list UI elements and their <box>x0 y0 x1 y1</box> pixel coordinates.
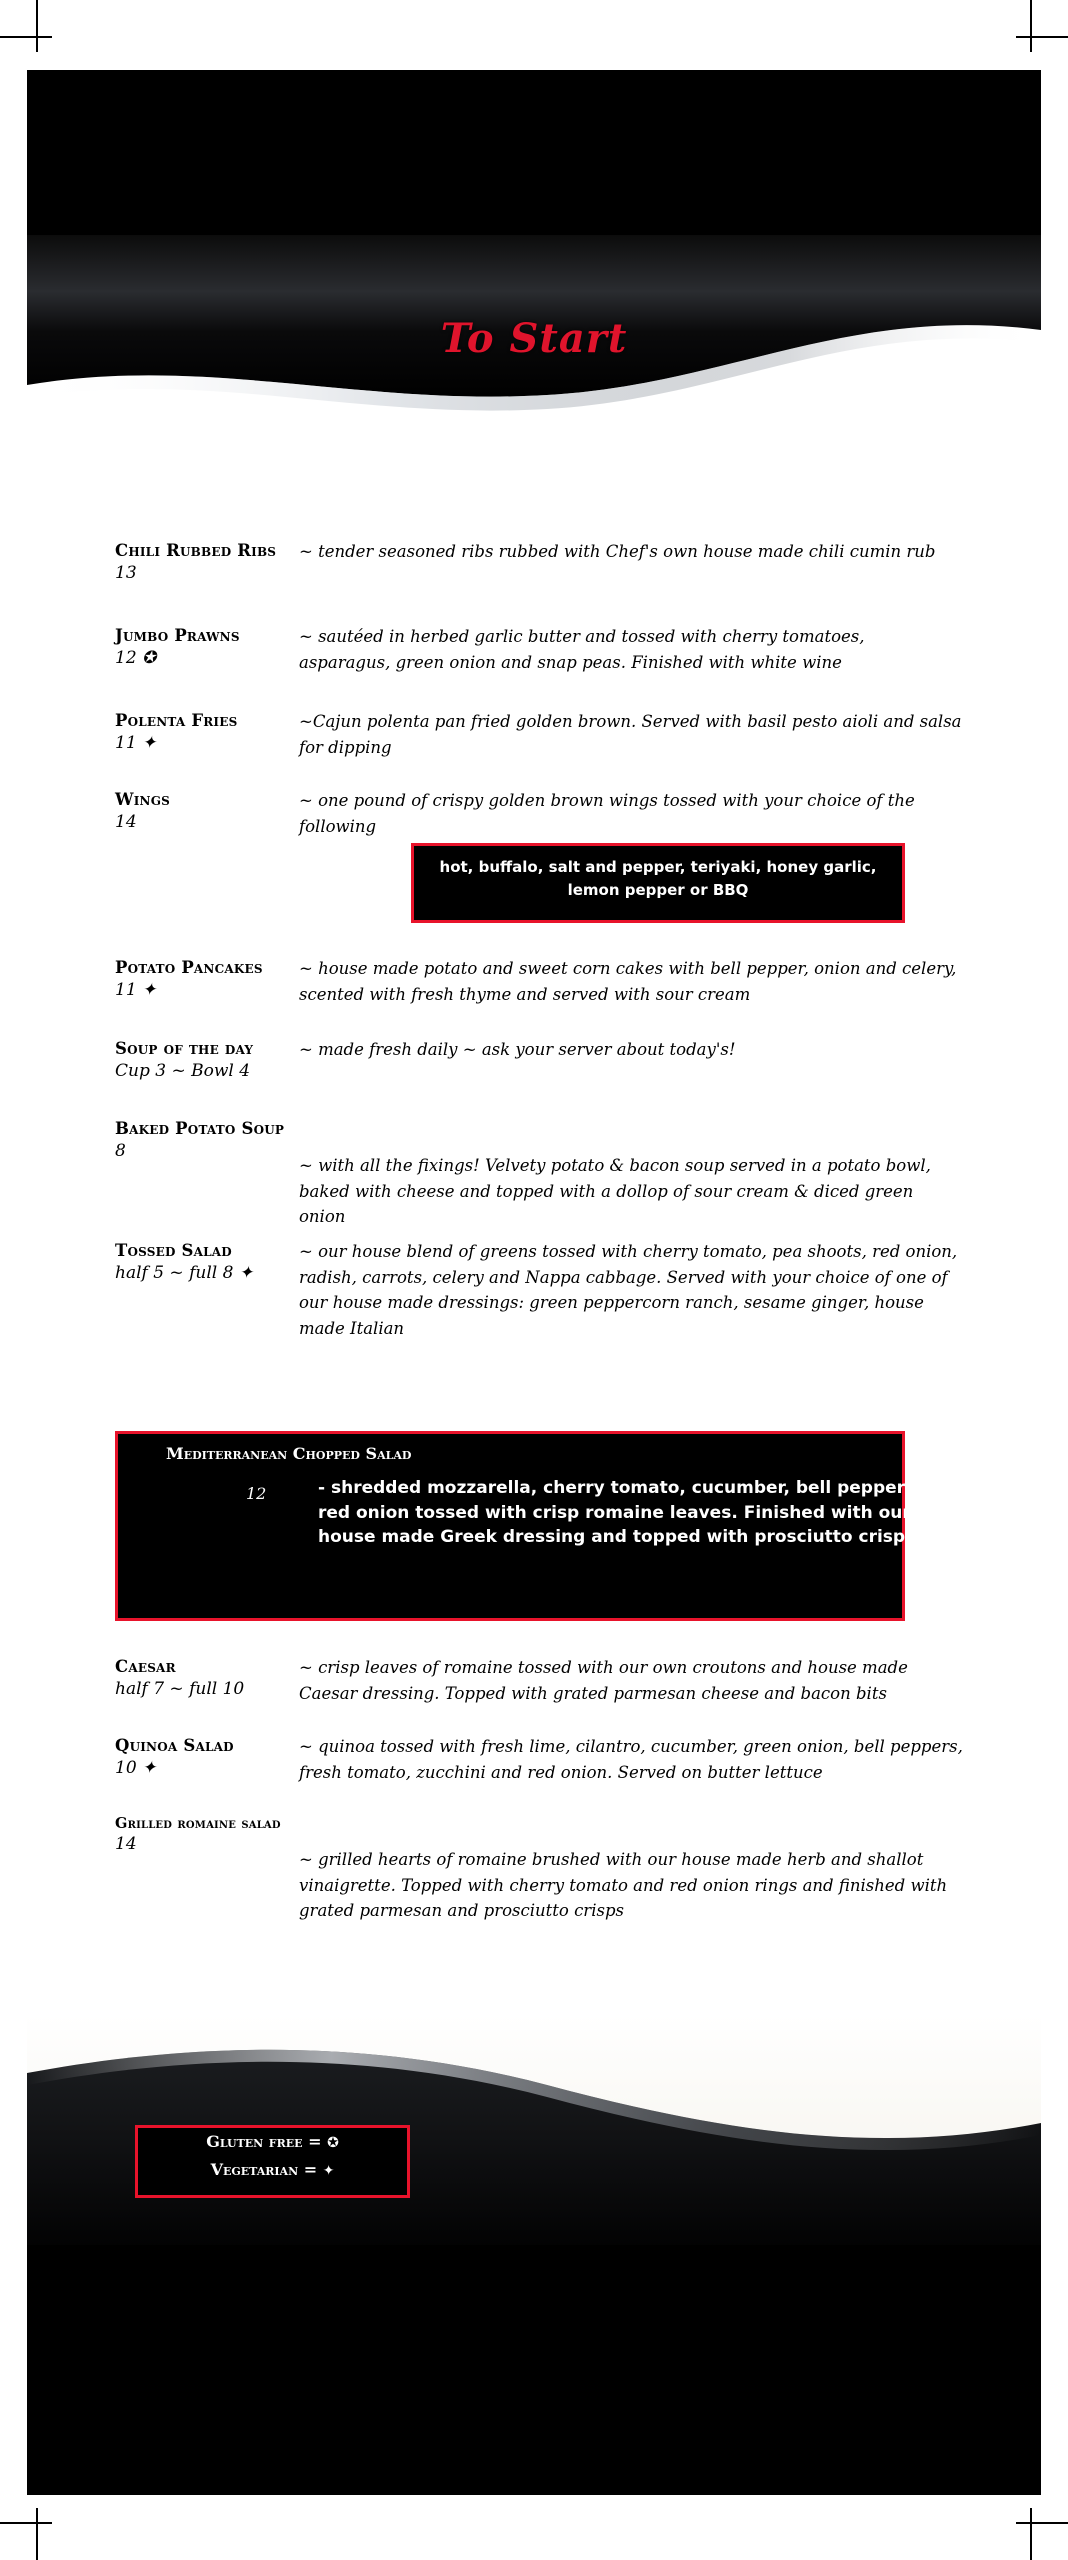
item-description: ~ house made potato and sweet corn cakes with bell pepper, onion and celery, scented with fresh thyme and served with sour cream <box>299 959 957 1004</box>
footer-band <box>27 2245 1041 2495</box>
crop-mark-top-left-v <box>36 0 38 52</box>
crop-mark-top-left-h <box>0 36 52 38</box>
item-description: ~ with all the fixings! Velvety potato & bacon soup served in a potato bowl, baked with cheese and topped with a dollop of sour cream & diced green onion <box>299 1156 931 1227</box>
item-name: Soup of the day <box>115 1039 254 1058</box>
item-description: ~Cajun polenta pan fried golden brown. Served with basil pesto aioli and salsa for dipping <box>299 712 962 757</box>
item-price: 10 ✦ <box>115 1757 157 1778</box>
header-swoosh-svg <box>27 235 1041 515</box>
item-price: 14 <box>115 1834 137 1855</box>
item-description: ~ grilled hearts of romaine brushed with our house made herb and shallot vinaigrette. Topped with cherry tomato and red onion rings and finished with grated parmesan and prosciutto crisps <box>299 1850 948 1921</box>
item-name: Wings <box>115 790 171 809</box>
legend-vegetarian-label: Vegetarian = <box>210 2159 323 2179</box>
legend-box <box>135 2125 410 2198</box>
item-name: Quinoa Salad <box>115 1736 234 1755</box>
crop-mark-bottom-left-v <box>36 2508 38 2560</box>
item-price: 13 <box>115 562 137 583</box>
crop-mark-top-right-h <box>1016 36 1068 38</box>
legend-vegetarian <box>138 2156 407 2184</box>
legend-gluten-free-label: Gluten free = <box>206 2132 328 2151</box>
item-description: ~ our house blend of greens tossed with cherry tomato, pea shoots, red onion, radish, carrots, celery and Nappa cabbage. Served with your choice of one of our house made dressings: green peppercorn ranch, sesame ginger, house made Italian <box>299 1242 958 1338</box>
menu-item <box>115 626 305 669</box>
header-band <box>27 70 1041 240</box>
crop-mark-bottom-right-v <box>1030 2508 1032 2560</box>
item-description: ~ one pound of crispy golden brown wings tossed with your choice of the following <box>299 791 915 836</box>
item-description: ~ sautéed in herbed garlic butter and tossed with cherry tomatoes, asparagus, green onion and snap peas. Finished with white wine <box>299 627 865 672</box>
legend-gluten-free <box>138 2128 407 2156</box>
item-price: 11 ✦ <box>115 979 157 1000</box>
page-title: To Start <box>440 315 628 362</box>
menu-item <box>115 541 305 584</box>
item-name: Grilled romaine salad <box>115 1815 281 1832</box>
item-name: Caesar <box>115 1657 176 1676</box>
item-price: half 5 ~ full 8 ✦ <box>115 1262 254 1283</box>
crop-mark-top-right-v <box>1030 0 1032 52</box>
featured-item-price: 12 <box>246 1484 267 1503</box>
item-price: 8 <box>115 1140 126 1161</box>
item-price: 11 ✦ <box>115 732 157 753</box>
featured-item-name: Mediterranean Chopped Salad <box>166 1444 412 1463</box>
crop-mark-bottom-left-h <box>0 2522 52 2524</box>
item-description: ~ made fresh daily ~ ask your server about today's! <box>299 1040 736 1059</box>
item-price: 12 ✪ <box>115 647 157 668</box>
item-description: ~ tender seasoned ribs rubbed with Chef's own house made chili cumin rub <box>299 542 936 561</box>
item-name: Potato Pancakes <box>115 958 263 977</box>
item-name: Polenta Fries <box>115 711 238 730</box>
crop-mark-bottom-right-h <box>1016 2522 1068 2524</box>
wing-flavours-box <box>411 843 905 923</box>
menu-item <box>115 790 305 833</box>
item-name: Baked Potato Soup <box>115 1119 285 1138</box>
featured-item-description: - shredded mozzarella, cherry tomato, cucumber, bell peppers and red onion tossed with crisp romaine leaves. Finished with our house made Greek dressing and topped with prosciutto crisps <box>318 1478 957 1548</box>
menu-list <box>27 525 1041 2015</box>
item-name: Chili Rubbed Ribs <box>115 541 277 560</box>
item-price: Cup 3 ~ Bowl 4 <box>115 1060 251 1081</box>
gluten-free-icon: ✪ <box>327 2135 339 2151</box>
menu-item <box>115 711 305 754</box>
header-swoosh-art <box>27 235 1041 515</box>
item-name: Tossed Salad <box>115 1241 232 1260</box>
featured-item-box <box>115 1431 957 1621</box>
item-description: ~ quinoa tossed with fresh lime, cilantro, cucumber, green onion, bell peppers, fresh tomato, zucchini and red onion. Served on butter lettuce <box>299 1737 963 1782</box>
item-name: Jumbo Prawns <box>115 626 240 645</box>
menu-page <box>27 70 1041 2495</box>
wing-flavours-text: hot, buffalo, salt and pepper, teriyaki, honey garlic, lemon pepper or BBQ <box>439 858 877 899</box>
item-price: half 7 ~ full 10 <box>115 1678 245 1699</box>
menu-item <box>115 958 315 1001</box>
item-price: 14 <box>115 811 137 832</box>
vegetarian-icon: ✦ <box>322 2162 335 2179</box>
item-description: ~ crisp leaves of romaine tossed with our own croutons and house made Caesar dressing. Topped with grated parmesan cheese and bacon bits <box>299 1658 908 1703</box>
